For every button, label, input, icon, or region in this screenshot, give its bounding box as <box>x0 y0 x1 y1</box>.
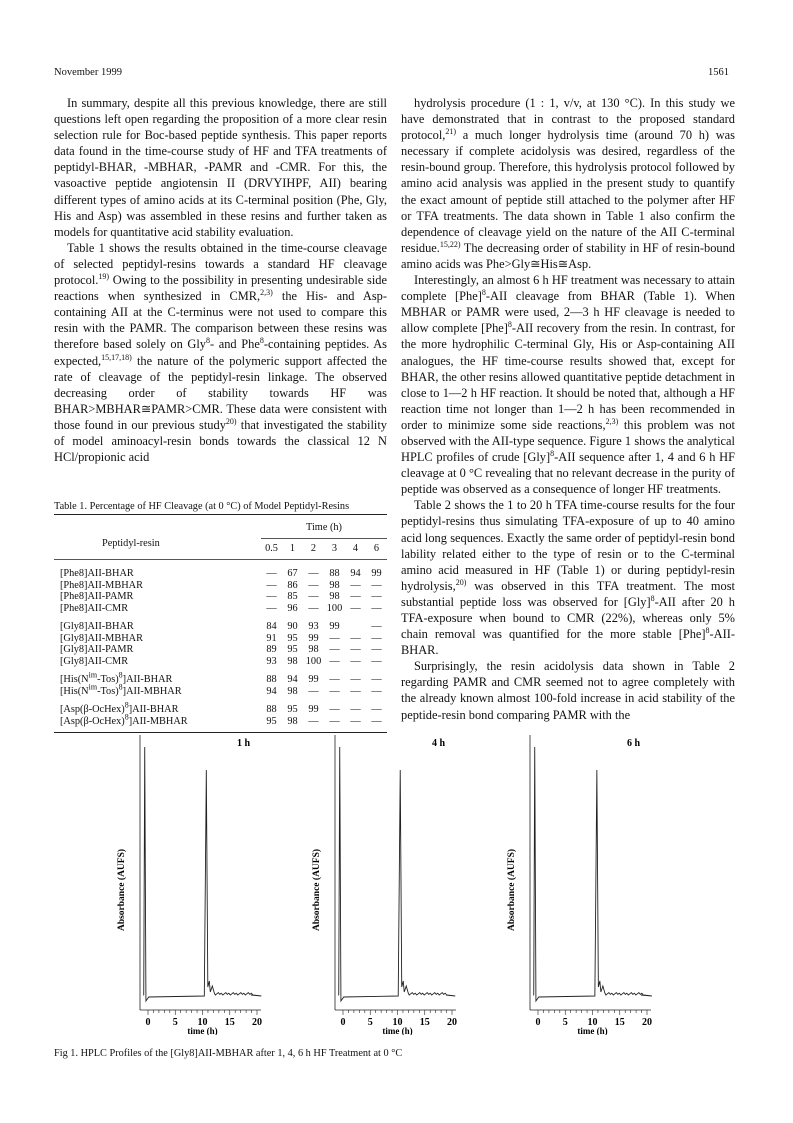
x-tick-label: 15 <box>224 1017 235 1028</box>
x-tick-label: 5 <box>172 1017 178 1028</box>
x-tick-label: 15 <box>419 1017 430 1028</box>
chromatogram-trace <box>534 747 652 1001</box>
chromatogram-6h <box>482 730 667 1040</box>
x-tick-label: 20 <box>252 1017 262 1028</box>
table-row: [Asp(β-OcHex)$^8$]AII-MBHAR 95 98 — — — — <box>60 712 382 727</box>
time-col: 2 <box>310 542 317 554</box>
paragraph: Table 2 shows the 1 to 20 h TFA time-course results for the four peptidyl-resins thus simulating TFA-exposure of up to 40 amino acid long sequences. Exactly the same order of peptidyl-resin bond lability related either to the type of resin or to the C-terminal amino acid measured in HF (Table 1) or during peptidyl-resin hydrolysis,$^{20)}$ was observed in this TFA treatment. The most substantial peptide loss was observed for [Gly]$^8$-AII after 20 h TFA-exposure when bound to CMR (22%), whereas only 5% chain removal was quantified for the more stable [Phe]$^8$-AII-BHAR. <box>401 498 735 658</box>
time-col: 6 <box>373 542 380 554</box>
x-tick-label: 20 <box>447 1017 457 1028</box>
x-tick-label: 10 <box>587 1017 598 1028</box>
time-col: 1 <box>289 542 296 554</box>
y-axis-label: Absorbance (AUFS) <box>312 848 322 932</box>
chromatogram-trace <box>339 747 455 1001</box>
x-tick-label: 0 <box>340 1017 346 1028</box>
x-axis-label: time (h) <box>577 1026 608 1035</box>
paragraph: hydrolysis procedure (1 : 1, v/v, at 130 °C). In this study we have demonstrated that in contrast to the proposed standard protocol,$^{21)}$ a much longer hydrolysis time (around 70 h) was necessary if complete acidolysis was desired, regardless of the resin-bound group. Therefore, this hydrolysis protocol followed by amino acid analysis was applied in the present study to quantify the exact amount of peptide still attached to the polymer after HF or TFA treatments. The data shown in Table 1 also confirm the dependence of cleavage yield on the nature of the AII C-terminal residue.$^{15,22)}$ The decreasing order of stability in HF of resin-bound amino acids was Phe>Gly≅His≅Asp. <box>401 96 735 271</box>
paragraph: Interestingly, an almost 6 h HF treatment was necessary to attain complete [Phe]$^8$-AII cleavage from BHAR (Table 1). When MBHAR or PAMR were used, 2—3 h HF cleavage is needed to allow complete [Phe]$^8$-AII recovery from the resin. In contrast, for the more hydrophilic C-terminal Gly, His or Asp-containing AII analogues, the HF time-course results showed that, except for BHAR, the other resins allowed quantitative peptide detachment in close to 1—2 h HF reaction. It should be noted that, although a HF reaction time not longer than 1—2 h has been recommended in order to minimize some side reactions,$^{2,3)}$ this problem was not observed with the AII-type sequence. Figure 1 shows the analytical HPLC profiles of crude [Gly]$^8$-AII sequence after 1, 4 and 6 h HF cleavage at 0 °C revealing that no relevant decrease in the purity of peptide was observed as a consequence of longer HF treatments. <box>401 273 735 497</box>
panel-label: 4 h <box>432 738 446 749</box>
paragraph: Surprisingly, the resin acidolysis data shown in Table 2 regarding PAMR and CMR seemed not to agree completely with the already known almost 100-fold increase in acid stability of the peptide-resin bond comparing PAMR with the <box>401 659 735 722</box>
page-number: 1561 <box>708 67 729 78</box>
chromatogram-1h <box>92 730 277 1040</box>
time-col: 0.5 <box>265 542 278 554</box>
table-row: [Gly8]AII-CMR 93 98 100 — — — <box>60 655 382 667</box>
x-tick-label: 20 <box>642 1017 652 1028</box>
x-tick-label: 5 <box>562 1017 568 1028</box>
col-header: Peptidyl-resin <box>102 538 160 550</box>
table-row: [Phe8]AII-MBHAR — 86 — 98 — — <box>60 579 382 591</box>
left-column <box>54 95 387 465</box>
chromatogram-4h <box>287 730 472 1040</box>
right-column <box>401 95 735 723</box>
y-axis-label: Absorbance (AUFS) <box>117 848 127 932</box>
table-hf-cleavage <box>54 514 387 733</box>
x-tick-label: 15 <box>614 1017 625 1028</box>
x-tick-label: 0 <box>535 1017 541 1028</box>
panel-label: 6 h <box>627 738 641 749</box>
table-row: [Gly8]AII-PAMR 89 95 98 — — — <box>60 644 382 655</box>
table-row: $[His(N^{im}-Tos)^8]AII$-MBHAR 94 98 — — — — <box>60 682 382 697</box>
paragraph: In summary, despite all this previous knowledge, there are still questions left open regarding the proposition of a more clear resin selection rule for Boc-based peptide synthesis. This paper reports data found in the time-course study of HF and TFA treatments of peptidyl-BHAR, -MBHAR, -PAMR and -CMR. For this, the vasoactive peptide angiotensin II (DRVYIHPF, AII) bearing different types of amino acids at its C-terminal position (Phe, Gly, His and Asp) was assembled in these resins and further taken as models for quantitative acid stability evaluation. <box>54 96 387 239</box>
table-row: [Asp(β-OcHex)$^8$]AII-BHAR 88 95 99 — — — <box>60 700 382 715</box>
figure-caption: Fig 1. HPLC Profiles of the [Gly8]AII-MBHAR after 1, 4, 6 h HF Treatment at 0 °C <box>54 1048 403 1059</box>
paragraph: Table 1 shows the results obtained in the time-course cleavage of selected peptidyl-resins towards a standard HF cleavage protocol.$^{19)}$ Owing to the possibility in presenting undesirable side reactions when synthesized in CMR,$^{2,3)}$ the His- and Asp-containing AII at the C-terminus were not used to compare this resin with the PAMR. The comparison between these resins was therefore based solely on Gly$^8$- and Phe$^8$-containing peptides. As expected,$^{15,17,18)}$ the nature of the polymeric support affected the rate of cleavage of the peptidyl-resin linkage. The observed decreasing order of stability towards HF was BHAR>MBHAR≅PAMR>CMR. These data were consistent with those found in our previous study$^{20)}$ that investigated the stability of model aminoacyl-resin bonds towards the classical 12 N HCl/propionic acid <box>54 240 388 465</box>
table-row: [Phe8]AII-BHAR — 67 — 88 94 99 <box>60 568 382 579</box>
chromatogram-trace <box>144 747 262 1001</box>
x-axis-label: time (h) <box>382 1026 413 1035</box>
table-row: [Gly8]AII-BHAR 84 90 93 99 — <box>60 621 382 632</box>
table-row: [Gly8]AII-MBHAR 91 95 99 — — — <box>60 632 382 644</box>
time-header: Time (h) <box>261 515 387 539</box>
running-header-date: November 1999 <box>54 67 122 78</box>
x-tick-label: 5 <box>367 1017 373 1028</box>
table-row: $[His(N^{im}-Tos)^8]AII$-BHAR 88 94 99 — — — <box>60 670 382 685</box>
x-tick-label: 0 <box>145 1017 151 1028</box>
table-row: [Phe8]AII-CMR — 96 — 100 — — <box>60 602 382 614</box>
time-col: 4 <box>352 542 359 554</box>
panel-label: 1 h <box>237 738 251 749</box>
table-caption: Table 1. Percentage of HF Cleavage (at 0 °C) of Model Peptidyl-Resins <box>54 501 350 512</box>
y-axis-label: Absorbance (AUFS) <box>507 848 517 932</box>
x-tick-label: 10 <box>197 1017 208 1028</box>
time-col: 3 <box>331 542 338 554</box>
table-row: [Phe8]AII-PAMR — 85 — 98 — — <box>60 591 382 602</box>
x-axis-label: time (h) <box>187 1026 218 1035</box>
x-tick-label: 10 <box>392 1017 403 1028</box>
